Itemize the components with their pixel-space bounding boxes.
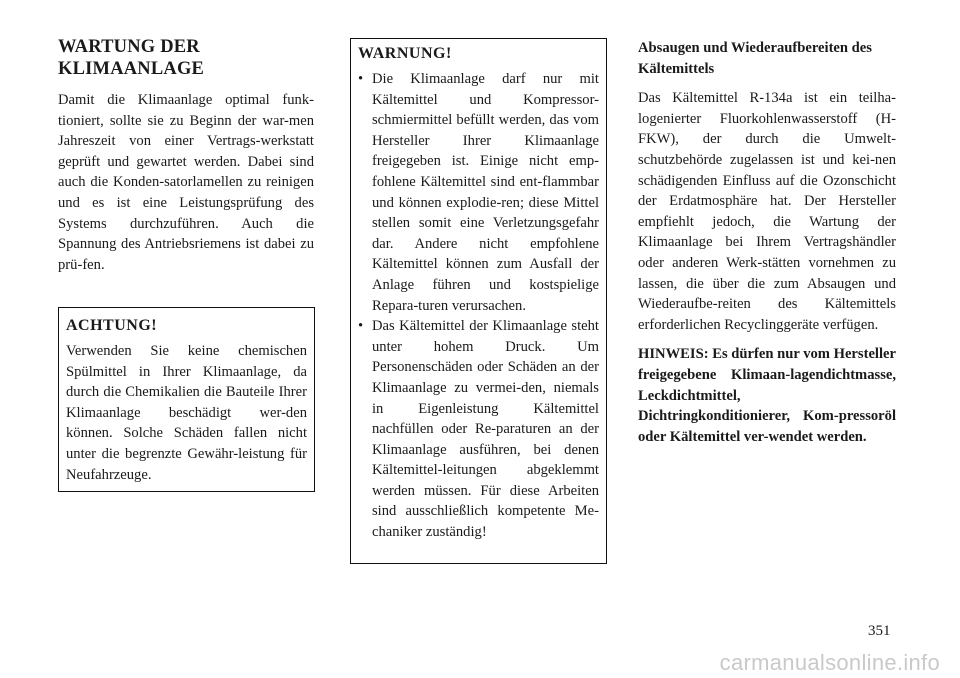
subsection-heading: Absaugen und Wiederaufbereiten des Kältemittels: [638, 40, 872, 77]
watermark: carmanualsonline.info: [719, 650, 940, 675]
caution-text: Verwenden Sie keine chemischen Spülmittel in Ihrer Klimaanlage, da durch die Chemikalien die Bauteile Ihrer Klimaanlage beschädigt wer-den können. Solche Schäden fallen nicht unter die begrenzte Gewähr-leistung für Neufahrzeuge.: [66, 343, 307, 483]
caution-title: ACHTUNG!: [66, 317, 158, 334]
refrigerant-paragraph: Das Kältemittel R-134a ist ein teilha-logenierter Fluorkohlenwasserstoff (H-FKW), der durch die Umwelt-schutzbehörde zugelassen ist und kei-nen schädigenden Einfluss auf die Ozonschicht der Erdatmosphäre hat. Der Hersteller empfiehlt jedoch, die Wartung der Klimaanlage bei Ihrem Vertragshändler oder anderen Werk-stätten vornehmen zu lassen, die über die zum Absaugen und Wiederaufbe-reiten des Kältemittels erforderlichen Recyclinggeräte verfügen.: [638, 90, 896, 333]
bullet-icon: •: [358, 318, 364, 335]
bullet-icon: •: [358, 71, 364, 87]
caution-box: [58, 307, 315, 492]
intro-paragraph: Damit die Klimaanlage optimal funk-tioniert, sollte sie zu Beginn der war-men Jahreszeit von einer Vertrags-werkstatt geprüft und gewartet werden. Dabei sind auch die Konden-satorlamellen zu reinigen und es ist eine Leistungsprüfung des Systems durchzuführen. Auch die Spannung des Antriebsriemens ist dabei zu prü-fen.: [58, 92, 314, 273]
warning-list: [358, 69, 599, 543]
warning-bullet-text: Die Klimaanlage darf nur mit Kältemittel und Kompressor-schmiermittel befüllt werden, das vom Hersteller Ihrer Klimaanlage freigegeben ist. Einige nicht emp-fohlene Kältemittel sind ent-flammbar und können explodie-ren; diese Mittel stellen somit eine Verletzungsgefahr dar. Andere nicht empfohlene Kältemittel können zum Ausfall der Anlage führen und kostspielige Repara-turen verursachen.: [372, 71, 599, 314]
warning-bullet-text: Das Kältemittel der Klimaanlage steht unter hohem Druck. Um Personenschäden oder Schäden an der Klimaanlage zu vermei-den, niemals in Eigenleistung Kältemittel nachfüllen oder Re-paraturen an der Klimaanlage ausführen, bei denen Kältemittel-leitungen abgeklemmt werden müssen. Für diese Arbeiten sind ausschließlich kompetente Me-chaniker zuständig!: [372, 318, 599, 541]
warning-bullet-1: [358, 69, 599, 316]
right-column: [638, 38, 896, 447]
left-column: [58, 36, 314, 275]
section-heading: WARTUNG DER KLIMAANLAGE: [58, 37, 205, 79]
warning-box: [350, 38, 607, 564]
page-number: 351: [868, 623, 891, 639]
warning-title: WARNUNG!: [358, 45, 452, 62]
note-paragraph: HINWEIS: Es dürfen nur vom Hersteller freigegebene Klimaan-lagendichtmasse, Leckdichtmittel, Dichtringkonditionierer, Kom-pressoröl oder Kältemittel ver-wendet werden.: [638, 346, 896, 445]
warning-bullet-2: [358, 316, 599, 543]
